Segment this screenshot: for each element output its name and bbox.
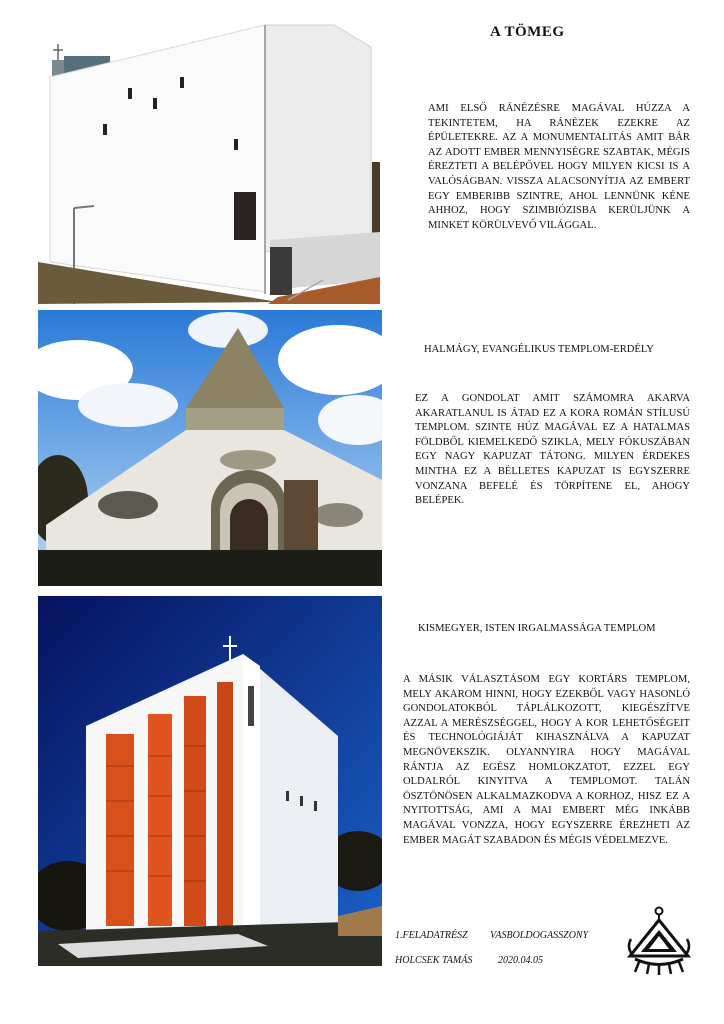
- church2-caption: KISMEGYER, ISTEN IRGALMASSÁGA TEMPLOM: [418, 623, 656, 634]
- footer-project: VASBOLDOGASSZONY: [490, 930, 589, 941]
- church1-paragraph: EZ A GONDOLAT AMIT SZÁMOMRA AKARVA AKARATLANUL IS ÁTAD EZ A KORA ROMÁN STÍLUSÚ TEMPLOM. SZINTE HÚZ MAGÁVAL EZ A HATALMAS FÖLDBŐL KIEMELKEDŐ SZIKLA, MELY FÓKUSZÁBAN EGY NAGY KAPUZAT TÁTONG. MILYEN ÉRDEKES MINTHA EZ A BÉLLETES KAPUZAT IS EGYSZERRE VONZANA BEFELÉ ÉS TÖRPÍTENE EL, AHOGY BELÉPEK.: [415, 393, 690, 507]
- footer-task: 1.FELADATRÉSZ: [395, 930, 468, 941]
- modern-church-orange-facade-photo: [38, 596, 382, 966]
- footer-author: HOLCSEK TAMÁS: [395, 955, 473, 966]
- church1-caption: HALMÁGY, EVANGÉLIKUS TEMPLOM-ERDÉLY: [424, 344, 654, 355]
- intro-paragraph: AMI ELSŐ RÁNÉZÉSRE MAGÁVAL HÚZZA A TEKINTETEM, HA RÁNÉZEK EZEKRE AZ ÉPÜLETEKRE. AZ A MONUMENTALITÁS AMIT BÁR AZ ADOTT EMBER MENNYISÉGRE SZABTAK, MÉGIS ÉREZTETI A BELÉPŐVEL HOGY MILYEN KICSI IS A VALÓSÁGBAN. VISSZA ALACSONYÍTJA AZ EMBERT EGY EMBERIBB SZINTRE, AHOL LENNÜNK KÉNE AHHOZ, HOGY SZIMBIÓZISBA KERÜLJÜNK A MINKET KÖRÜLVEVŐ VILÁGGAL.: [428, 103, 690, 231]
- author-logo-icon: [627, 906, 691, 976]
- footer-date: 2020.04.05: [498, 955, 543, 966]
- page-title: A TÖMEG: [490, 24, 565, 40]
- white-modern-church-photo: [38, 22, 380, 304]
- church2-paragraph: A MÁSIK VÁLASZTÁSOM EGY KORTÁRS TEMPLOM, MELY AKAROM HINNI, HOGY EZEKBŐL VAGY HASONLÓ GONDOLATOKBÓL TÁPLÁLKOZOTT, KIEGÉSZÍTVE AZZAL A MERÉSZSÉGGEL, HOGY A KOR LEHETŐSÉGEIT ÉS TECHNOLÓGIÁJÁT KIHASZNÁLVA A KAPUZAT MEGNÖVEKSZIK. OLYANNYIRA HOGY MAGÁVAL RÁNTJA AZ EGÉSZ HOMLOKZATOT, EZZEL EGY OLDALRÓL KINYITVA A TEMPLOMOT. TALÁN ÖSZTÖNÖSEN ALKALMAZKODVA A KORHOZ, HISZ EZ A NYITOTTSÁG, AMI A MAI EMBERT MÉG INKÁBB MAGÁVAL VONZZA, HOGY EGYSZERRE ÉREZHETI AZ EMBER MAGÁT SZABADON ÉS MÉGIS VÉDELMEZVE.: [403, 674, 690, 846]
- romanesque-church-photo: [38, 310, 382, 586]
